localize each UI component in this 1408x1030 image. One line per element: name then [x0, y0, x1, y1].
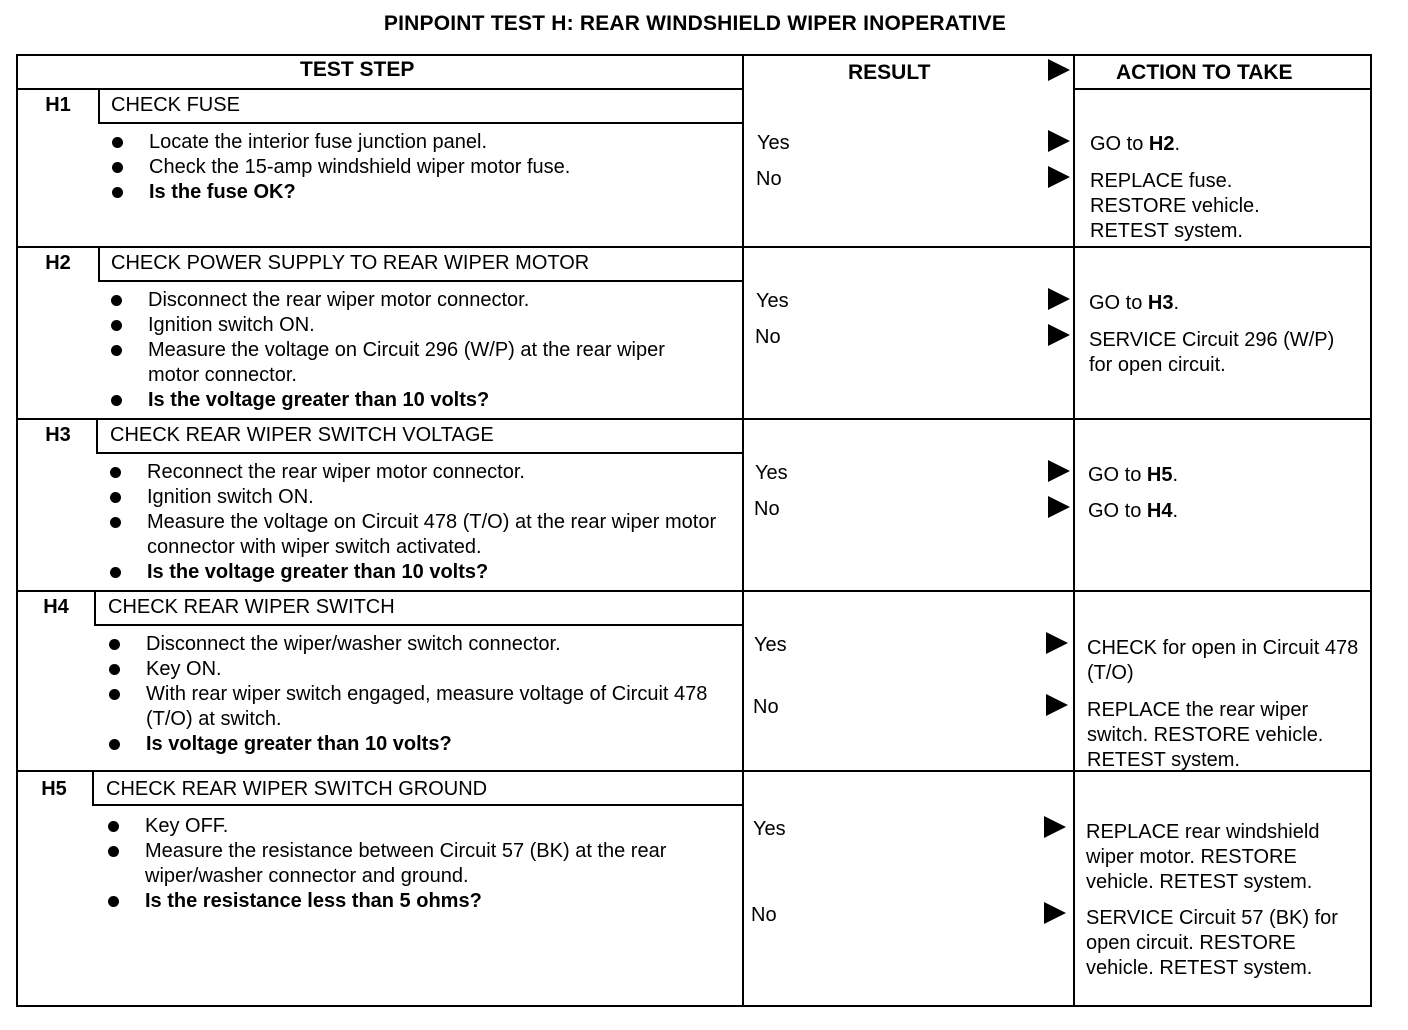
- step-rule: [18, 418, 1370, 420]
- result-yes: Yes: [753, 818, 786, 840]
- result-no: No: [753, 696, 779, 718]
- bullet-icon: [108, 846, 119, 857]
- list-item: Reconnect the rear wiper motor connector.: [110, 460, 730, 485]
- result-no: No: [751, 904, 777, 926]
- result-yes: Yes: [757, 132, 790, 154]
- step-title: CHECK POWER SUPPLY TO REAR WIPER MOTOR: [111, 252, 590, 274]
- bullet-icon: [112, 137, 123, 148]
- bullet-icon: [110, 517, 121, 528]
- step-question: Is voltage greater than 10 volts?: [109, 732, 729, 757]
- id-divider: [98, 90, 100, 124]
- action-yes: GO to H2.: [1090, 133, 1181, 155]
- step-bullets: [112, 130, 732, 205]
- step-id: H3: [45, 424, 71, 446]
- arrow-right-icon: [1048, 324, 1070, 346]
- step-id: H1: [45, 94, 71, 116]
- step-title: CHECK REAR WIPER SWITCH GROUND: [106, 778, 488, 800]
- bullet-icon: [110, 467, 121, 478]
- bullet-icon: [112, 187, 123, 198]
- step-title: CHECK FUSE: [111, 94, 240, 116]
- bullet-icon: [111, 295, 122, 306]
- arrow-right-icon: [1044, 902, 1066, 924]
- bullet-icon: [111, 395, 122, 406]
- result-yes: Yes: [756, 290, 789, 312]
- bullet-icon: [110, 567, 121, 578]
- header-rule: [1073, 88, 1370, 90]
- list-item: Disconnect the rear wiper motor connector.: [111, 288, 711, 313]
- step-bullets: [110, 460, 730, 585]
- step-bullets: [109, 632, 729, 757]
- title-rule: [94, 624, 742, 626]
- bullet-icon: [109, 689, 120, 700]
- list-item: Check the 15-amp windshield wiper motor fuse.: [112, 155, 732, 180]
- title-rule: [96, 452, 742, 454]
- step-question: Is the voltage greater than 10 volts?: [111, 388, 711, 413]
- bullet-icon: [112, 162, 123, 173]
- arrow-right-icon: [1044, 816, 1066, 838]
- list-item: Measure the resistance between Circuit 57 (BK) at the rear wiper/washer connector and ground.: [108, 839, 708, 889]
- step-id: H5: [41, 778, 67, 800]
- result-yes: Yes: [754, 634, 787, 656]
- result-no: No: [755, 326, 781, 348]
- action-no: SERVICE Circuit 57 (BK) for open circuit. RESTORE vehicle. RETEST system.: [1086, 907, 1338, 979]
- header-action: ACTION TO TAKE: [1116, 61, 1293, 84]
- page-title: PINPOINT TEST H: REAR WINDSHIELD WIPER INOPERATIVE: [383, 12, 1007, 35]
- action-yes: REPLACE rear windshield wiper motor. RESTORE vehicle. RETEST system.: [1086, 821, 1320, 893]
- id-divider: [98, 248, 100, 282]
- bullet-icon: [108, 896, 119, 907]
- action-no: GO to H4.: [1088, 500, 1179, 522]
- step-id: H2: [45, 252, 71, 274]
- arrow-right-icon: [1046, 694, 1068, 716]
- result-no: No: [754, 498, 780, 520]
- list-item: Disconnect the wiper/washer switch connector.: [109, 632, 729, 657]
- step-title: CHECK REAR WIPER SWITCH: [108, 596, 395, 618]
- result-yes: Yes: [755, 462, 788, 484]
- arrow-right-icon: [1046, 632, 1068, 654]
- list-item: Ignition switch ON.: [110, 485, 730, 510]
- action-no: SERVICE Circuit 296 (W/P) for open circuit.: [1089, 329, 1335, 376]
- arrow-right-icon: [1048, 496, 1070, 518]
- step-question: Is the fuse OK?: [112, 180, 732, 205]
- step-bullets: [108, 814, 708, 914]
- result-no: No: [756, 168, 782, 190]
- title-rule: [98, 122, 742, 124]
- bullet-icon: [110, 492, 121, 503]
- action-no: REPLACE the rear wiper switch. RESTORE vehicle. RETEST system.: [1087, 699, 1324, 771]
- step-title: CHECK REAR WIPER SWITCH VOLTAGE: [110, 424, 494, 446]
- action-yes: CHECK for open in Circuit 478 (T/O): [1087, 637, 1359, 684]
- step-rule: [18, 246, 1370, 248]
- step-question: Is the resistance less than 5 ohms?: [108, 889, 708, 914]
- header-result: RESULT: [848, 61, 931, 84]
- test-table: [16, 54, 1372, 1007]
- bullet-icon: [109, 739, 120, 750]
- action-yes: GO to H3.: [1089, 292, 1180, 314]
- step-rule: [18, 590, 1370, 592]
- arrow-right-icon: [1048, 460, 1070, 482]
- bullet-icon: [109, 639, 120, 650]
- list-item: Key OFF.: [108, 814, 708, 839]
- bullet-icon: [108, 821, 119, 832]
- header-test-step: TEST STEP: [300, 58, 415, 81]
- action-yes: GO to H5.: [1088, 464, 1179, 486]
- list-item: With rear wiper switch engaged, measure voltage of Circuit 478 (T/O) at switch.: [109, 682, 729, 732]
- header-arrow-icon: [1048, 59, 1070, 81]
- column-divider-result: [742, 56, 744, 1005]
- bullet-icon: [111, 345, 122, 356]
- list-item: Ignition switch ON.: [111, 313, 711, 338]
- step-bullets: [111, 288, 711, 413]
- list-item: Locate the interior fuse junction panel.: [112, 130, 732, 155]
- bullet-icon: [109, 664, 120, 675]
- step-id: H4: [43, 596, 69, 618]
- list-item: Measure the voltage on Circuit 478 (T/O) at the rear wiper motor connector with wiper switch activated.: [110, 510, 730, 560]
- arrow-right-icon: [1048, 130, 1070, 152]
- bullet-icon: [111, 320, 122, 331]
- title-rule: [92, 804, 742, 806]
- column-divider-action: [1073, 56, 1075, 1005]
- arrow-right-icon: [1048, 166, 1070, 188]
- header-rule: [18, 88, 742, 90]
- step-question: Is the voltage greater than 10 volts?: [110, 560, 730, 585]
- arrow-right-icon: [1048, 288, 1070, 310]
- action-no: REPLACE fuse. RESTORE vehicle. RETEST system.: [1090, 170, 1260, 242]
- title-rule: [98, 280, 742, 282]
- list-item: Key ON.: [109, 657, 729, 682]
- list-item: Measure the voltage on Circuit 296 (W/P) at the rear wiper motor connector.: [111, 338, 711, 388]
